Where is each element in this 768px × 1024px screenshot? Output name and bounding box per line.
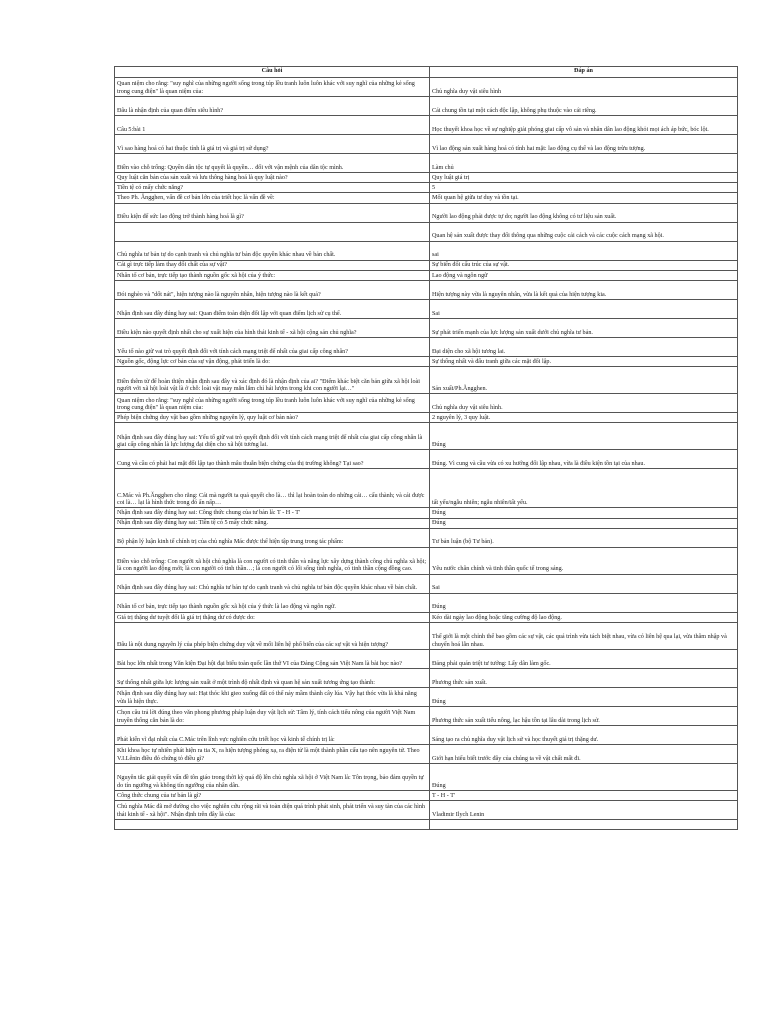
answer-cell: Học thuyết khoa học về sự nghiệp giải phóng giai cấp vô sản và nhân dân lao động khỏi mọi ách áp bức, bóc lột.: [430, 116, 738, 135]
answer-cell: T - H - T': [430, 790, 738, 800]
question-cell: Nhân tố cơ bản, trực tiếp tạo thành nguồn gốc xã hội của ý thức:: [115, 270, 430, 280]
answer-cell: Thế giới là một chỉnh thể bao gồm các sự vật, các quá trình vừa tách biệt nhau, vừa có liên hệ qua lại, vừa thâm nhập và chuyển hoá lẫn nhau.: [430, 622, 738, 649]
question-cell: Yếu tố nào giữ vai trò quyết định đối với tính cách mạng triệt để nhất của giai cấp công nhân?: [115, 337, 430, 356]
table-row: [115, 203, 738, 222]
answer-cell: 5: [430, 183, 738, 193]
table-row: [115, 528, 738, 547]
question-cell: Công thức chung của tư bản là gì?: [115, 790, 430, 800]
table-row: [115, 508, 738, 518]
question-cell: Bộ phận lý luận kinh tế chính trị của chủ nghĩa Mác được thể hiện tập trung trong tác phẩm:: [115, 528, 430, 547]
table-row: [115, 725, 738, 744]
question-cell: C.Mác và Ph.Ăngghen cho rằng: Cái mà người ta quả quyết cho là… thì lại hoàn toàn do những cái… cấu thành; và cái được coi là… lại là hình thức trong đó ẩn nấp…: [115, 469, 430, 508]
question-cell: Điều kiện để sức lao động trở thành hàng hoá là gì?: [115, 203, 430, 222]
question-cell: Quan niệm cho rằng: "suy nghĩ của những người sống trong túp lều tranh luôn luôn khác với suy nghĩ của những kẻ sống trong cung điện" là quan niệm của:: [115, 78, 430, 97]
answer-cell: Đúng: [430, 593, 738, 612]
table-body: [115, 78, 738, 830]
question-cell: Sự thống nhất giữa lực lượng sản xuất ở một trình độ nhất định và quan hệ sản xuất tương ứng tạo thành:: [115, 668, 430, 687]
question-cell: Đâu là nội dung nguyên lý của phép biện chứng duy vật về mối liên hệ phổ biến của các sự vật và hiện tượng?: [115, 622, 430, 649]
table-row: [115, 154, 738, 173]
answer-cell: Quan hệ sản xuất được thay đổi thông qua những cuộc cải cách và các cuộc cách mạng xã hội.: [430, 222, 738, 241]
answer-cell: Vladimir Ilych Lenin: [430, 801, 738, 820]
table-row: [115, 337, 738, 356]
answer-cell: Cái chung tồn tại một cách độc lập, không phụ thuộc vào cái riêng.: [430, 97, 738, 116]
question-cell: Nhân tố cơ bản, trực tiếp tạo thành nguồn gốc xã hội của ý thức là lao động và ngôn ngữ.: [115, 593, 430, 612]
answer-cell: Sai: [430, 299, 738, 318]
answer-cell: Quy luật giá trị: [430, 173, 738, 183]
table-row: [115, 593, 738, 612]
answer-cell: Vì lao động sản xuất hàng hoá có tính hai mặt: lao động cụ thể và lao động trừu tượng.: [430, 135, 738, 154]
table-row: [115, 260, 738, 270]
table-row: [115, 668, 738, 687]
question-cell: Phép biện chứng duy vật bao gồm những nguyên lý, quy luật cơ bản nào?: [115, 413, 430, 423]
question-cell: Chủ nghĩa tư bản tự do cạnh tranh và chủ nghĩa tư bản độc quyền khác nhau về bản chất.: [115, 241, 430, 260]
question-cell: Phát kiến vĩ đại nhất của C.Mác trên lĩnh vực nghiên cứu triết học và kinh tế chính trị là:: [115, 725, 430, 744]
table-row: [115, 356, 738, 366]
question-cell: Nguồn gốc, động lực cơ bản của sự vận động, phát triển là do:: [115, 356, 430, 366]
answer-cell: Sự thống nhất và đấu tranh giữa các mặt đối lập.: [430, 356, 738, 366]
question-cell: Theo Ph. Ăngghen, vấn đề cơ bản lớn của triết học là vấn đề về:: [115, 193, 430, 203]
answer-cell: Người lao động phải được tự do; người lao động không có tư liệu sản xuất.: [430, 203, 738, 222]
answer-cell: Đúng: [430, 518, 738, 528]
table-row: [115, 763, 738, 790]
question-cell: Điền thêm từ để hoàn thiện nhận định sau đây và xác định đó là nhận định của ai? "Điểm khác biệt căn bản giữa xã hội loài người với xã hội loài vật là ở chỗ: loài vật may mắn lắm chỉ hái lượm trong khi con người lại…": [115, 367, 430, 394]
table-row: [115, 367, 738, 394]
table-row: [115, 241, 738, 260]
question-cell: Nhận định sau đây đúng hay sai: Hạt thóc khi gieo xuống đất có thể nảy mầm thành cây lúa. Vậy hạt thóc vừa là khả năng vừa là hiện thực.: [115, 687, 430, 706]
table-row: [115, 801, 738, 820]
question-cell: Nhận định sau đây đúng hay sai: Yếu tố giữ vai trò quyết định đối với tính cách mạng triệt để nhất của giai cấp công nhân là giai cấp công nhân là lực lượng đại diện cho xã hội tương lai.: [115, 423, 430, 450]
table-row: [115, 97, 738, 116]
answer-cell: Đúng: [430, 423, 738, 450]
question-cell: Nhận định sau đây đúng hay sai: Tiền tệ có 5 mấy chức năng.: [115, 518, 430, 528]
table-row: [115, 518, 738, 528]
table-row: [115, 649, 738, 668]
answer-cell: Kéo dài ngày lao động hoặc tăng cường độ lao động.: [430, 612, 738, 622]
answer-cell: Sáng tạo ra chủ nghĩa duy vật lịch sử và học thuyết giá trị thặng dư.: [430, 725, 738, 744]
answer-cell: Đúng: [430, 687, 738, 706]
table-row: [115, 790, 738, 800]
question-cell: Điền vào chỗ trống: Quyền dân tộc tự quyết là quyền… đối với vận mệnh của dân tộc mình.: [115, 154, 430, 173]
answer-cell: Lao động và ngôn ngữ: [430, 270, 738, 280]
question-column-header: Câu hỏi: [115, 67, 430, 78]
question-cell: Quy luật căn bản của sản xuất và lưu thông hàng hoá là quy luật nào?: [115, 173, 430, 183]
table-row: [115, 173, 738, 183]
question-cell: Chủ nghĩa Mác đã mở đường cho việc nghiên cứu rộng rãi và toàn diện quá trình phát sinh, phát triển và suy tàn của các hình thái kinh tế - xã hội". Nhận định trên đây là của:: [115, 801, 430, 820]
table-row: [115, 135, 738, 154]
answer-cell: Sự biến đổi cấu trúc của sự vật.: [430, 260, 738, 270]
answer-cell: Giới hạn hiểu biết trước đây của chúng ta về vật chất mất đi.: [430, 744, 738, 763]
table-row: [115, 413, 738, 423]
question-cell: [115, 222, 430, 241]
answer-cell: Đại diện cho xã hội tương lai.: [430, 337, 738, 356]
answer-column-header: Đáp án: [430, 67, 738, 78]
table-row: [115, 116, 738, 135]
answer-cell: Mối quan hệ giữa tư duy và tồn tại.: [430, 193, 738, 203]
question-cell: Điều kiện nào quyết định nhất cho sự xuất hiện của hình thái kinh tế - xã hội cộng sản chủ nghĩa?: [115, 318, 430, 337]
answer-cell: Làm chủ: [430, 154, 738, 173]
question-cell: Nguyên tắc giải quyết vấn đề tôn giáo trong thời kỳ quá độ lên chủ nghĩa xã hội ở Việt Nam là: Tôn trọng, bảo đảm quyền tự do tín ngưỡng và không tín ngưỡng của nhân dân.: [115, 763, 430, 790]
answer-cell: Sản xuất/Ph.Ăngghen.: [430, 367, 738, 394]
table-row: [115, 423, 738, 450]
question-cell: Khi khoa học tự nhiên phát hiện ra tia X, ra hiện tượng phóng xạ, ra điện tử là một thành phần cấu tạo nên nguyên tử. Theo V.I.Lênin điều đó chứng tỏ điều gì?: [115, 744, 430, 763]
answer-cell: Chủ nghĩa duy vật siêu hình.: [430, 394, 738, 413]
table-row: [115, 183, 738, 193]
table-row: [115, 622, 738, 649]
question-cell: Vì sao hàng hoá có hai thuộc tính là giá trị và giá trị sử dụng?: [115, 135, 430, 154]
answer-cell: Phương thức sản xuất.: [430, 668, 738, 687]
answer-cell: Đúng. Vì cung và cầu vừa có xu hướng đối lập nhau, vừa là điều kiện tồn tại của nhau.: [430, 450, 738, 469]
answer-cell: Yêu nước chân chính và tinh thần quốc tế trong sáng.: [430, 547, 738, 574]
answer-cell: tất yếu/ngẫu nhiên; ngẫu nhiên/tất yếu.: [430, 469, 738, 508]
answer-cell: [430, 820, 738, 830]
question-cell: Đói nghèo và "dốt nát", hiện tượng nào là nguyên nhân, hiện tượng nào là kết quả?: [115, 280, 430, 299]
answer-cell: Đúng: [430, 763, 738, 790]
answer-cell: Sự phát triển mạnh của lực lượng sản xuất dưới chủ nghĩa tư bản.: [430, 318, 738, 337]
question-answer-table: [114, 66, 738, 830]
table-row: [115, 687, 738, 706]
table-row: [115, 744, 738, 763]
table-row: [115, 78, 738, 97]
table-row: [115, 280, 738, 299]
answer-cell: Phương thức sản xuất tiểu nông, lạc hậu tồn tại lâu dài trong lịch sử.: [430, 706, 738, 725]
table-row: [115, 193, 738, 203]
answer-cell: 2 nguyên lý, 3 quy luật.: [430, 413, 738, 423]
table-row: [115, 820, 738, 830]
table-row: [115, 450, 738, 469]
table-row: [115, 706, 738, 725]
table-row: [115, 270, 738, 280]
table-row: [115, 547, 738, 574]
question-cell: Chọn câu trả lời đúng theo văn phong phương pháp luận duy vật lịch sử: Tâm lý, tính cách tiểu nông của người Việt Nam truyền thống căn bản là do:: [115, 706, 430, 725]
question-cell: Điền vào chỗ trống: Con người xã hội chủ nghĩa là con người có tinh thần và năng lực xây dựng thành công chủ nghĩa xã hội; là con người lao động mới; là con người có tinh thần…; là con người có lối sống tình nghĩa, có tinh thần cộng đồng cao.: [115, 547, 430, 574]
table-row: [115, 299, 738, 318]
table-row: [115, 318, 738, 337]
answer-cell: Hiện tượng này vừa là nguyên nhân, vừa là kết quả của hiện tượng kia.: [430, 280, 738, 299]
question-cell: Tiền tệ có mấy chức năng?: [115, 183, 430, 193]
question-cell: Cung và cầu có phải hai mặt đối lập tạo thành mâu thuẫn biện chứng của thị trường không? Tại sao?: [115, 450, 430, 469]
question-cell: Giá trị thặng dư tuyệt đối là giá trị thặng dư có được do:: [115, 612, 430, 622]
question-cell: Đâu là nhận định của quan điểm siêu hình?: [115, 97, 430, 116]
question-cell: Nhận định sau đây đúng hay sai: Quan điểm toàn diện đối lập với quan điểm lịch sử cụ thể.: [115, 299, 430, 318]
table-row: [115, 612, 738, 622]
table-row: [115, 574, 738, 593]
table-row: [115, 469, 738, 508]
spreadsheet-page: [114, 66, 737, 830]
answer-cell: Tư bản luận (bộ Tư bản).: [430, 528, 738, 547]
answer-cell: Sai: [430, 574, 738, 593]
question-cell: Quan niệm cho rằng: "suy nghĩ của những người sống trong túp lều tranh luôn luôn khác với suy nghĩ của những kẻ sống trong cung điện" là quan niệm của:: [115, 394, 430, 413]
question-cell: Nhận định sau đây đúng hay sai: Công thức chung của tư bản là: T - H - T': [115, 508, 430, 518]
question-cell: Câu 5:bài 1: [115, 116, 430, 135]
answer-cell: Đảng phải quán triệt tư tưởng: Lấy dân làm gốc.: [430, 649, 738, 668]
question-cell: Cái gì trực tiếp làm thay đổi chất của sự vật?: [115, 260, 430, 270]
table-row: [115, 394, 738, 413]
answer-cell: sai: [430, 241, 738, 260]
table-header-row: [115, 67, 738, 78]
question-cell: [115, 820, 430, 830]
answer-cell: Đúng: [430, 508, 738, 518]
question-cell: Bài học lớn nhất trong Văn kiện Đại hội đại biểu toàn quốc lần thứ VI của Đảng Cộng sản Việt Nam là bài học nào?: [115, 649, 430, 668]
question-cell: Nhận định sau đây đúng hay sai: Chủ nghĩa tư bản tự do cạnh tranh và chủ nghĩa tư bản độc quyền khác nhau về bản chất.: [115, 574, 430, 593]
table-row: [115, 222, 738, 241]
answer-cell: Chủ nghĩa duy vật siêu hình: [430, 78, 738, 97]
